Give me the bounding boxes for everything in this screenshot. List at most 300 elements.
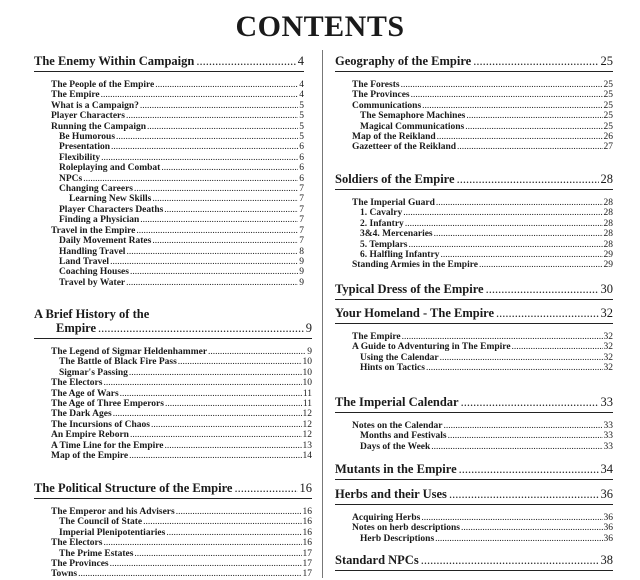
leader-dots [449, 487, 599, 501]
section-title: The Political Structure of the Empire [34, 481, 233, 495]
leader-dots [126, 247, 298, 257]
entry-page: 27 [603, 142, 613, 153]
entry-page: 8 [299, 246, 304, 257]
entry-label: Coaching Houses [59, 267, 129, 278]
leader-dots [126, 111, 298, 121]
leader-dots [110, 257, 298, 267]
toc-entry[interactable] [34, 538, 312, 548]
entry-page: 28 [603, 208, 613, 219]
toc-entry[interactable] [335, 240, 613, 250]
toc-entry[interactable] [34, 420, 312, 430]
toc-section [335, 172, 613, 271]
toc-entry[interactable] [34, 267, 304, 277]
leader-dots [143, 517, 301, 527]
toc-entry[interactable] [34, 528, 312, 538]
leader-dots [98, 321, 304, 335]
section-page: 30 [600, 282, 613, 296]
toc-entry[interactable] [34, 257, 304, 267]
leader-dots [155, 80, 298, 90]
section-heading[interactable] [335, 395, 613, 413]
entry-label: The Battle of Black Fire Pass [59, 357, 177, 368]
toc-entry[interactable] [34, 441, 312, 451]
entry-page: 33 [603, 441, 613, 452]
entry-label: The Electors [51, 538, 103, 549]
section-page: 28 [600, 172, 613, 186]
entry-label: Handling Travel [59, 246, 126, 257]
entry-page: 16 [302, 507, 312, 517]
section-page: 9 [305, 321, 312, 335]
entry-page: 28 [603, 218, 613, 229]
toc-entry[interactable] [34, 399, 312, 409]
entry-page: 9 [299, 267, 304, 278]
entry-page: 32 [603, 342, 613, 353]
section-heading[interactable] [335, 306, 613, 324]
leader-dots [120, 389, 302, 399]
entry-page: 36 [603, 523, 613, 534]
toc-entry[interactable] [335, 198, 613, 208]
section-title: Mutants in the Empire [335, 462, 457, 476]
entry-label: The Incursions of Chaos [51, 419, 150, 430]
entry-page: 6 [299, 163, 304, 174]
toc-entry[interactable] [34, 451, 312, 461]
section-title: A Brief History of the [34, 307, 150, 321]
entry-label: Player Characters Deaths [59, 204, 164, 215]
entry-label: An Empire Reborn [51, 430, 129, 441]
entry-page: 25 [603, 90, 613, 101]
leader-dots [136, 226, 298, 236]
entry-page: 11 [302, 399, 312, 410]
entry-page: 5 [299, 132, 304, 143]
entry-page: 11 [302, 388, 312, 399]
leader-dots [486, 282, 599, 296]
entry-list [335, 332, 613, 374]
entry-page: 16 [302, 517, 312, 528]
section-heading[interactable] [335, 462, 613, 480]
section-title: Your Homeland - The Empire [335, 306, 495, 320]
page-title: CONTENTS [235, 10, 405, 43]
entry-label: Presentation [59, 142, 111, 153]
entry-page: 36 [603, 533, 613, 544]
toc-entry[interactable] [34, 142, 304, 152]
entry-label: Map of the Empire [51, 451, 129, 462]
toc-section [335, 487, 613, 544]
toc-entry[interactable] [335, 523, 613, 533]
toc-entry[interactable] [335, 111, 613, 121]
toc-section [34, 307, 312, 461]
entry-label: Towns [51, 569, 78, 580]
toc-entry[interactable] [34, 90, 304, 100]
toc-entry[interactable] [34, 226, 304, 236]
leader-dots [465, 122, 602, 132]
entry-page: 5 [299, 100, 304, 111]
entry-label: The Age of Three Emperors [51, 399, 164, 410]
toc-entry[interactable] [335, 229, 613, 239]
entry-label: Changing Careers [59, 184, 133, 195]
toc-entry[interactable] [335, 260, 613, 270]
entry-page: 9 [299, 256, 304, 267]
leader-dots [440, 250, 602, 260]
entry-label: Days of the Week [360, 441, 431, 452]
entry-list [34, 507, 312, 580]
section-heading[interactable] [335, 282, 613, 300]
entry-page: 28 [603, 198, 613, 208]
entry-page: 32 [603, 352, 613, 363]
entry-page: 12 [302, 409, 312, 420]
leader-dots [436, 198, 603, 208]
entry-label: Roleplaying and Combat [59, 163, 161, 174]
entry-page: 28 [603, 239, 613, 250]
entry-page: 29 [603, 250, 613, 261]
toc-entry[interactable] [34, 205, 304, 215]
toc-entry[interactable] [335, 122, 613, 132]
leader-dots [110, 559, 302, 569]
toc-entry[interactable] [34, 389, 312, 399]
section-page: 16 [299, 481, 312, 495]
entry-list [34, 347, 312, 461]
leader-dots [466, 111, 602, 121]
toc-entry[interactable] [335, 421, 613, 431]
leader-dots [457, 142, 602, 152]
entry-page: 29 [603, 260, 613, 271]
toc-entry[interactable] [34, 194, 304, 204]
toc-entry[interactable] [34, 132, 304, 142]
section-title: The Enemy Within Campaign [34, 54, 195, 68]
entry-page: 16 [302, 538, 312, 549]
toc-entry[interactable] [34, 347, 312, 357]
leader-dots [130, 267, 298, 277]
entry-label: Hints on Tactics [360, 363, 425, 374]
leader-dots [140, 101, 298, 111]
leader-dots [101, 153, 298, 163]
entry-label: What is a Campaign? [51, 100, 139, 111]
leader-dots [457, 172, 599, 186]
toc-entry[interactable] [34, 517, 312, 527]
toc-entry[interactable] [34, 163, 304, 173]
toc-entry[interactable] [34, 122, 304, 132]
entry-page: 6 [299, 142, 304, 153]
entry-page: 17 [302, 548, 312, 559]
leader-dots [422, 101, 602, 111]
section-title: Herbs and their Uses [335, 487, 447, 501]
toc-entry[interactable] [34, 430, 312, 440]
toc-entry[interactable] [335, 250, 613, 260]
entry-label: Notes on herb descriptions [352, 523, 460, 534]
toc-entry[interactable] [335, 534, 613, 544]
leader-dots [431, 442, 602, 452]
entry-label: Notes on the Calendar [352, 421, 443, 431]
section-page: 33 [600, 395, 613, 409]
leader-dots [152, 194, 298, 204]
leader-dots [147, 122, 298, 132]
leader-dots [140, 215, 298, 225]
section-page: 38 [600, 553, 613, 567]
section-page: 32 [600, 306, 613, 320]
entry-label: Daily Movement Rates [59, 236, 152, 247]
entry-page: 25 [603, 80, 613, 90]
toc-entry[interactable] [34, 409, 312, 419]
leader-dots [178, 357, 302, 367]
leader-dots [448, 431, 603, 441]
leader-dots [444, 421, 603, 431]
section-page: 25 [600, 54, 613, 68]
entry-label: The Dark Ages [51, 409, 112, 420]
entry-page: 7 [299, 184, 304, 195]
toc-section [335, 462, 613, 488]
section-title: Typical Dress of the Empire [335, 282, 484, 296]
entry-label: Magical Communications [360, 121, 465, 132]
toc-section [335, 395, 613, 452]
leader-dots [402, 332, 603, 342]
entry-page: 4 [299, 80, 304, 90]
leader-dots [101, 90, 299, 100]
toc-entry[interactable] [335, 101, 613, 111]
section-page: 34 [600, 462, 613, 476]
entry-label: Finding a Physician [59, 215, 140, 226]
toc-entry[interactable] [335, 431, 613, 441]
entry-label: Communications [352, 100, 422, 111]
entry-page: 26 [603, 132, 613, 143]
leader-dots [161, 163, 298, 173]
leader-dots [134, 549, 301, 559]
section-heading[interactable] [335, 54, 613, 72]
entry-label: Land Travel [59, 256, 110, 267]
entry-label: Learning New Skills [69, 194, 152, 205]
leader-dots [401, 80, 603, 90]
toc-section [335, 54, 613, 153]
entry-list [335, 80, 613, 153]
entry-label: The Emperor and his Advisers [51, 507, 175, 517]
entry-page: 36 [603, 513, 613, 523]
entry-list [335, 513, 613, 544]
toc-entry[interactable] [335, 80, 613, 90]
toc-entry[interactable] [335, 219, 613, 229]
entry-label: Travel in the Empire [51, 225, 136, 236]
entry-label: The Age of Wars [51, 388, 119, 399]
column-divider [322, 50, 323, 578]
section-heading[interactable] [335, 172, 613, 190]
leader-dots [78, 569, 301, 579]
entry-label: The Prime Estates [59, 548, 134, 559]
entry-label: 5. Templars [360, 239, 408, 250]
leader-dots [151, 420, 302, 430]
entry-page: 14 [302, 451, 312, 462]
entry-label: A Guide to Adventuring in The Empire [352, 342, 511, 353]
leader-dots [129, 368, 302, 378]
section-title: The Imperial Calendar [335, 395, 459, 409]
toc-entry[interactable] [34, 111, 304, 121]
entry-label: NPCs [59, 173, 83, 184]
entry-page: 16 [302, 527, 312, 538]
leader-dots [421, 513, 602, 523]
entry-label: The Semaphore Machines [360, 111, 466, 122]
toc-entry[interactable] [34, 378, 312, 388]
entry-page: 32 [603, 363, 613, 374]
leader-dots [165, 441, 302, 451]
leader-dots [111, 142, 298, 152]
entry-label: Running the Campaign [51, 121, 147, 132]
toc-entry[interactable] [34, 569, 312, 579]
leader-dots [421, 553, 599, 567]
entry-page: 5 [299, 111, 304, 122]
leader-dots [113, 409, 302, 419]
entry-page: 25 [603, 100, 613, 111]
leader-dots [176, 507, 302, 517]
entry-label: Standing Armies in the Empire [352, 260, 478, 271]
toc-entry[interactable] [34, 368, 312, 378]
toc-entry[interactable] [34, 215, 304, 225]
entry-label: Herb Descriptions [360, 533, 435, 544]
toc-entry[interactable] [34, 236, 304, 246]
entry-page: 7 [299, 215, 304, 226]
section-heading[interactable] [34, 54, 304, 72]
toc-entry[interactable] [335, 442, 613, 452]
toc-entry[interactable] [34, 549, 312, 559]
leader-dots [461, 523, 603, 533]
entry-label: The Provinces [51, 559, 109, 570]
toc-entry[interactable] [335, 142, 613, 152]
entry-page: 17 [302, 569, 312, 580]
entry-label: The Council of State [59, 517, 143, 528]
leader-dots [434, 229, 603, 239]
entry-page: 10 [302, 378, 312, 389]
entry-label: The Imperial Guard [352, 198, 435, 208]
section-title-continued [34, 321, 312, 335]
toc-section [34, 481, 312, 580]
leader-dots [435, 534, 602, 544]
entry-label: The Provinces [352, 90, 410, 101]
entry-label: 1. Cavalry [360, 208, 403, 219]
entry-page: 7 [299, 225, 304, 236]
leader-dots [512, 342, 603, 352]
toc-entry[interactable] [34, 507, 312, 517]
toc-entry[interactable] [34, 559, 312, 569]
entry-label: The Empire [352, 332, 401, 342]
entry-label: Using the Calendar [360, 352, 439, 363]
toc-section [335, 553, 613, 579]
toc-entry[interactable] [335, 90, 613, 100]
toc-entry[interactable] [34, 184, 304, 194]
toc-entry[interactable] [34, 101, 304, 111]
toc-entry[interactable] [34, 80, 304, 90]
entry-label: The Electors [51, 378, 103, 389]
entry-page: 9 [299, 277, 304, 288]
toc-section [335, 306, 613, 374]
leader-dots [196, 54, 295, 68]
leader-dots [103, 378, 301, 388]
leader-dots [405, 219, 603, 229]
leader-dots [440, 353, 603, 363]
entry-label: The Empire [51, 90, 100, 101]
toc-entry[interactable] [335, 332, 613, 342]
leader-dots [479, 260, 603, 270]
leader-dots [130, 430, 302, 440]
leader-dots [459, 462, 599, 476]
section-heading[interactable] [34, 307, 312, 339]
toc-entry[interactable] [34, 357, 312, 367]
leader-dots [166, 528, 301, 538]
leader-dots [208, 347, 306, 357]
entry-page: 7 [299, 236, 304, 247]
entry-page: 6 [299, 173, 304, 184]
section-title: Geography of the Empire [335, 54, 472, 68]
section-heading[interactable] [335, 487, 613, 505]
entry-label: 2. Infantry [360, 218, 404, 229]
entry-page: 33 [603, 421, 613, 431]
entry-label: Acquiring Herbs [352, 513, 421, 523]
leader-dots [403, 208, 602, 218]
leader-dots [234, 481, 297, 495]
leader-dots [129, 451, 301, 461]
entry-page: 10 [302, 367, 312, 378]
entry-list [335, 421, 613, 452]
entry-label: The People of the Empire [51, 80, 155, 90]
section-page: 4 [297, 54, 304, 68]
toc-entry[interactable] [34, 174, 304, 184]
toc-entry[interactable] [335, 353, 613, 363]
leader-dots [152, 236, 298, 246]
section-title: Standard NPCs [335, 553, 419, 567]
leader-dots [165, 399, 302, 409]
entry-label: Travel by Water [59, 277, 126, 288]
entry-page: 12 [302, 419, 312, 430]
entry-label: Map of the Reikland [352, 132, 436, 143]
entry-page: 17 [302, 559, 312, 570]
entry-page: 4 [299, 90, 304, 101]
leader-dots [103, 538, 301, 548]
toc-entry[interactable] [335, 513, 613, 523]
section-title: Soldiers of the Empire [335, 172, 455, 186]
section-title-line2: Empire [56, 321, 97, 335]
entry-label: Gazetteer of the Reikland [352, 142, 457, 153]
leader-dots [473, 54, 598, 68]
entry-label: The Forests [352, 80, 400, 90]
entry-page: 6 [299, 152, 304, 163]
section-page: 36 [600, 487, 613, 501]
section-heading[interactable] [34, 481, 312, 499]
entry-label: Player Characters [51, 111, 125, 122]
leader-dots [426, 363, 603, 373]
leader-dots [116, 132, 298, 142]
leader-dots [134, 184, 298, 194]
entry-page: 28 [603, 229, 613, 240]
toc-entry[interactable] [34, 153, 304, 163]
toc-entry[interactable] [34, 278, 304, 288]
toc-entry[interactable] [335, 363, 613, 373]
toc-section [34, 54, 304, 288]
section-heading[interactable] [335, 553, 613, 571]
entry-label: A Time Line for the Empire [51, 440, 164, 451]
entry-page: 13 [302, 440, 312, 451]
entry-page: 12 [302, 430, 312, 441]
entry-page: 9 [307, 347, 312, 357]
entry-label: The Legend of Sigmar Heldenhammer [51, 347, 208, 357]
entry-list [335, 198, 613, 271]
entry-label: Sigmar's Passing [59, 367, 128, 378]
entry-list [34, 80, 304, 288]
entry-page: 7 [299, 194, 304, 205]
leader-dots [496, 306, 598, 320]
entry-page: 10 [302, 357, 312, 368]
toc-entry[interactable] [335, 208, 613, 218]
leader-dots [411, 90, 603, 100]
leader-dots [461, 395, 599, 409]
toc-entry[interactable] [34, 247, 304, 257]
toc-entry[interactable] [335, 342, 613, 352]
toc-entry[interactable] [335, 132, 613, 142]
leader-dots [83, 174, 298, 184]
toc-section [335, 282, 613, 308]
entry-page: 5 [299, 121, 304, 132]
